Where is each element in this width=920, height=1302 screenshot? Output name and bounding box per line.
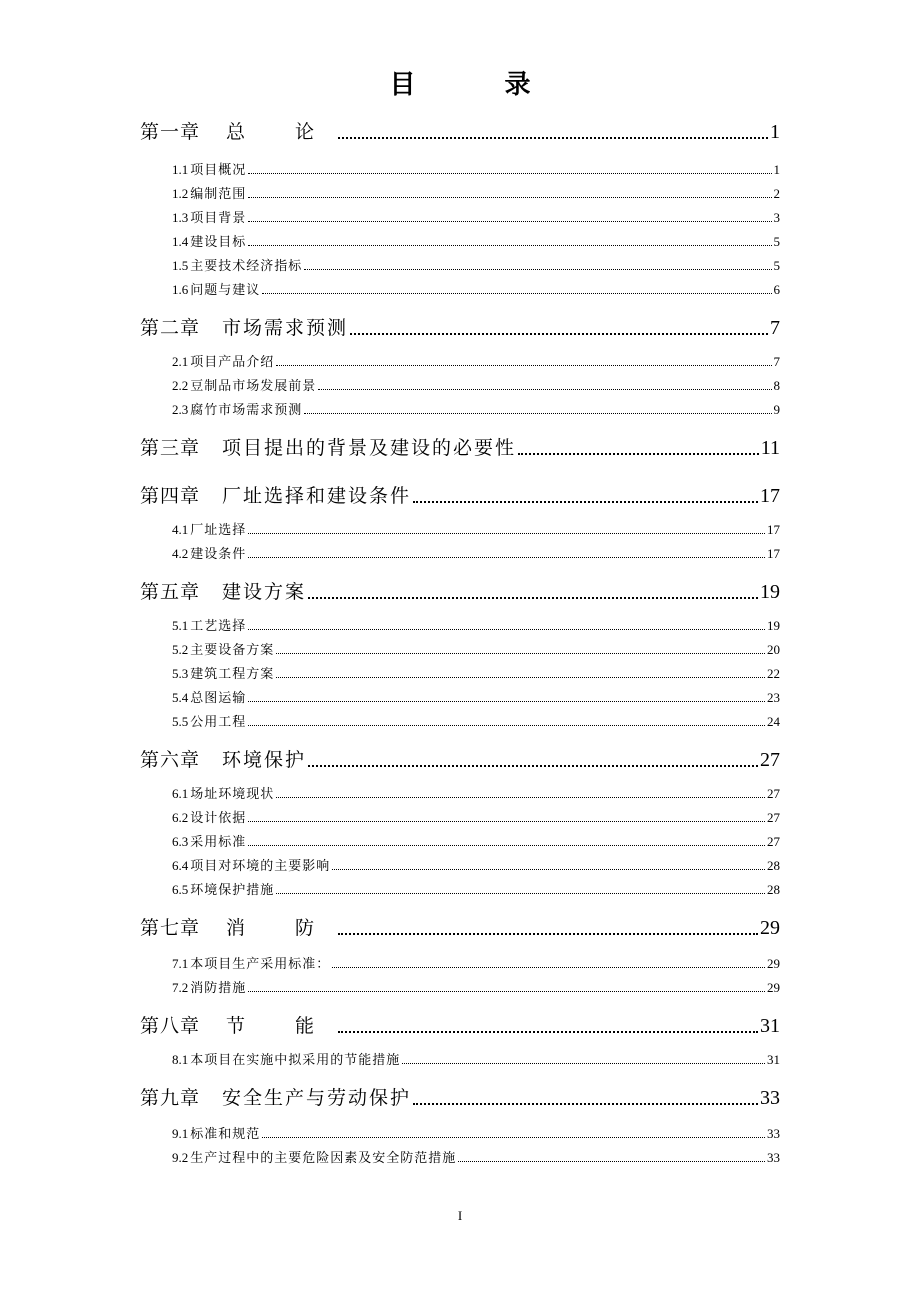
toc-entry-title: 总图运输 bbox=[190, 691, 247, 706]
toc-entry-page: 27 bbox=[767, 834, 780, 849]
toc-entry-number: 2.1 bbox=[172, 354, 189, 369]
toc-entry-number: 2.2 bbox=[172, 378, 189, 393]
toc-entry-title: 问题与建议 bbox=[190, 283, 261, 298]
toc-entry-number: 9.1 bbox=[172, 1126, 189, 1141]
toc-dot-leader bbox=[308, 597, 758, 599]
toc-entry-number: 第七章 bbox=[140, 917, 201, 939]
toc-dot-leader bbox=[338, 137, 768, 139]
toc-entry-title: 消 防 bbox=[226, 917, 337, 939]
toc-dot-leader bbox=[413, 1103, 758, 1105]
toc-entry-title: 环境保护 bbox=[222, 749, 307, 771]
toc-entry-page: 6 bbox=[773, 282, 780, 297]
toc-entry-number: 7.2 bbox=[172, 980, 189, 995]
toc-section-entry[interactable] bbox=[172, 352, 780, 370]
toc-dot-leader bbox=[248, 245, 771, 246]
toc-entry-title: 采用标准 bbox=[190, 835, 247, 850]
toc-section-entry[interactable] bbox=[172, 544, 780, 562]
toc-entry-title: 项目背景 bbox=[190, 211, 247, 226]
toc-section-entry[interactable] bbox=[172, 520, 780, 538]
toc-entry-number: 2.3 bbox=[172, 402, 189, 417]
toc-section-entry[interactable] bbox=[172, 184, 780, 202]
toc-entry-title: 项目提出的背景及建设的必要性 bbox=[222, 437, 517, 459]
toc-section-entry[interactable] bbox=[172, 1148, 780, 1166]
toc-dot-leader bbox=[276, 677, 765, 678]
toc-entry-page: 29 bbox=[767, 980, 780, 995]
toc-entry-page: 22 bbox=[767, 666, 780, 681]
toc-entry-number: 第二章 bbox=[140, 317, 201, 339]
toc-entry-number: 1.4 bbox=[172, 234, 189, 249]
toc-entry-title: 厂址选择和建设条件 bbox=[222, 485, 412, 507]
toc-entry-number: 5.2 bbox=[172, 642, 189, 657]
toc-entry-page: 1 bbox=[773, 162, 780, 177]
toc-entry-title: 项目对环境的主要影响 bbox=[190, 859, 331, 874]
toc-entry-page: 29 bbox=[760, 917, 780, 939]
toc-entry-title: 本项目生产采用标准： bbox=[190, 957, 331, 972]
toc-entry-number: 5.1 bbox=[172, 618, 189, 633]
toc-entry-title: 编制范围 bbox=[190, 187, 247, 202]
toc-entry-page: 33 bbox=[760, 1087, 780, 1109]
toc-dot-leader bbox=[248, 629, 765, 630]
toc-entry-page: 11 bbox=[760, 437, 780, 459]
toc-entry-title: 设计依据 bbox=[190, 811, 247, 826]
toc-entry-number: 6.4 bbox=[172, 858, 189, 873]
toc-entry-page: 24 bbox=[767, 714, 780, 729]
toc-entry-title: 标准和规范 bbox=[190, 1127, 261, 1142]
toc-entry-page: 27 bbox=[767, 786, 780, 801]
toc-dot-leader bbox=[276, 893, 765, 894]
toc-section-entry[interactable] bbox=[172, 954, 780, 972]
toc-entry-page: 27 bbox=[760, 749, 780, 771]
toc-section-entry[interactable] bbox=[172, 208, 780, 226]
toc-section-entry[interactable] bbox=[172, 616, 780, 634]
toc-entry-title: 建设条件 bbox=[190, 547, 247, 562]
page-number: I bbox=[457, 1208, 463, 1223]
toc-dot-leader bbox=[332, 967, 765, 968]
toc-entry-page: 28 bbox=[767, 882, 780, 897]
toc-entry-title: 主要设备方案 bbox=[190, 643, 275, 658]
toc-dot-leader bbox=[338, 933, 758, 935]
toc-entry-number: 第一章 bbox=[140, 121, 201, 143]
toc-entry-number: 4.2 bbox=[172, 546, 189, 561]
toc-dot-leader bbox=[304, 269, 771, 270]
toc-entry-title: 场址环境现状 bbox=[190, 787, 275, 802]
toc-dot-leader bbox=[318, 389, 771, 390]
toc-section-entry[interactable] bbox=[172, 688, 780, 706]
toc-section-entry[interactable] bbox=[172, 880, 780, 898]
toc-section-entry[interactable] bbox=[172, 664, 780, 682]
toc-entry-page: 5 bbox=[773, 258, 780, 273]
toc-entry-title: 市场需求预测 bbox=[222, 317, 349, 339]
toc-entry-page: 8 bbox=[773, 378, 780, 393]
toc-dot-leader bbox=[518, 453, 759, 455]
toc-dot-leader bbox=[276, 365, 771, 366]
toc-entry-title: 生产过程中的主要危险因素及安全防范措施 bbox=[190, 1151, 457, 1166]
toc-dot-leader bbox=[458, 1161, 765, 1162]
toc-entry-number: 第八章 bbox=[140, 1015, 201, 1037]
toc-chapter-entry[interactable] bbox=[140, 482, 780, 508]
toc-dot-leader bbox=[248, 557, 765, 558]
toc-entry-title: 豆制品市场发展前景 bbox=[190, 379, 317, 394]
toc-entry-title: 安全生产与劳动保护 bbox=[222, 1087, 412, 1109]
toc-entry-title: 工艺选择 bbox=[190, 619, 247, 634]
toc-section-entry[interactable] bbox=[172, 640, 780, 658]
toc-dot-leader bbox=[262, 1137, 765, 1138]
toc-entry-page: 33 bbox=[767, 1126, 780, 1141]
toc-entry-number: 5.3 bbox=[172, 666, 189, 681]
toc-dot-leader bbox=[248, 725, 765, 726]
toc-entry-page: 2 bbox=[773, 186, 780, 201]
toc-entry-page: 5 bbox=[773, 234, 780, 249]
toc-entry-title: 建设方案 bbox=[222, 581, 307, 603]
toc-entry-title: 消防措施 bbox=[190, 981, 247, 996]
toc-entry-title: 腐竹市场需求预测 bbox=[190, 403, 303, 418]
toc-entry-number: 第三章 bbox=[140, 437, 201, 459]
toc-entry-number: 1.2 bbox=[172, 186, 189, 201]
toc-entry-number: 1.6 bbox=[172, 282, 189, 297]
toc-entry-page: 17 bbox=[767, 546, 780, 561]
toc-entry-title: 公用工程 bbox=[190, 715, 247, 730]
toc-dot-leader bbox=[248, 845, 765, 846]
toc-section-entry[interactable] bbox=[172, 832, 780, 850]
toc-entry-page: 17 bbox=[760, 485, 780, 507]
toc-entry-page: 19 bbox=[760, 581, 780, 603]
toc-section-entry[interactable] bbox=[172, 400, 780, 418]
toc-section-entry[interactable] bbox=[172, 712, 780, 730]
toc-dot-leader bbox=[276, 653, 765, 654]
toc-entry-page: 19 bbox=[767, 618, 780, 633]
toc-chapter-entry[interactable] bbox=[140, 578, 780, 604]
toc-section-entry[interactable] bbox=[172, 232, 780, 250]
toc-dot-leader bbox=[402, 1063, 765, 1064]
toc-entry-page: 7 bbox=[770, 317, 780, 339]
toc-dot-leader bbox=[248, 533, 765, 534]
toc-entry-number: 第五章 bbox=[140, 581, 201, 603]
toc-entry-number: 6.2 bbox=[172, 810, 189, 825]
toc-dot-leader bbox=[413, 501, 758, 503]
toc-entry-page: 27 bbox=[767, 810, 780, 825]
toc-dot-leader bbox=[248, 821, 765, 822]
toc-dot-leader bbox=[248, 173, 771, 174]
toc-dot-leader bbox=[248, 991, 765, 992]
toc-entry-title: 环境保护措施 bbox=[190, 883, 275, 898]
toc-entry-number: 5.5 bbox=[172, 714, 189, 729]
toc-entry-page: 33 bbox=[767, 1150, 780, 1165]
toc-chapter-entry[interactable] bbox=[140, 314, 780, 340]
toc-entry-title: 主要技术经济指标 bbox=[190, 259, 303, 274]
toc-chapter-entry[interactable] bbox=[140, 118, 780, 144]
toc-entry-number: 1.5 bbox=[172, 258, 189, 273]
toc-entry-page: 20 bbox=[767, 642, 780, 657]
toc-entry-number: 7.1 bbox=[172, 956, 189, 971]
toc-chapter-entry[interactable] bbox=[140, 746, 780, 772]
toc-section-entry[interactable] bbox=[172, 160, 780, 178]
toc-entry-title: 建设目标 bbox=[190, 235, 247, 250]
toc-section-entry[interactable] bbox=[172, 856, 780, 874]
toc-entry-page: 9 bbox=[773, 402, 780, 417]
toc-entry-number: 6.1 bbox=[172, 786, 189, 801]
toc-entry-number: 第四章 bbox=[140, 485, 201, 507]
toc-chapter-entry[interactable] bbox=[140, 434, 780, 460]
toc-dot-leader bbox=[350, 333, 768, 335]
toc-section-entry[interactable] bbox=[172, 1124, 780, 1142]
toc-dot-leader bbox=[262, 293, 771, 294]
toc-entry-page: 31 bbox=[767, 1052, 780, 1067]
toc-entry-page: 3 bbox=[773, 210, 780, 225]
toc-entry-title: 建筑工程方案 bbox=[190, 667, 275, 682]
toc-dot-leader bbox=[248, 197, 771, 198]
toc-section-entry[interactable] bbox=[172, 256, 780, 274]
toc-section-entry[interactable] bbox=[172, 1050, 780, 1068]
toc-dot-leader bbox=[276, 797, 765, 798]
toc-chapter-entry[interactable] bbox=[140, 914, 780, 940]
toc-entry-page: 31 bbox=[760, 1015, 780, 1037]
toc-entry-page: 17 bbox=[767, 522, 780, 537]
toc-dot-leader bbox=[248, 221, 771, 222]
toc-dot-leader bbox=[248, 701, 765, 702]
toc-entry-number: 5.4 bbox=[172, 690, 189, 705]
toc-entry-title: 项目概况 bbox=[190, 163, 247, 178]
toc-entry-number: 第六章 bbox=[140, 749, 201, 771]
toc-entry-title: 本项目在实施中拟采用的节能措施 bbox=[190, 1053, 401, 1068]
toc-entry-number: 9.2 bbox=[172, 1150, 189, 1165]
toc-entry-title: 项目产品介绍 bbox=[190, 355, 275, 370]
toc-dot-leader bbox=[338, 1031, 758, 1033]
toc-chapter-entry[interactable] bbox=[140, 1012, 780, 1038]
toc-entry-page: 23 bbox=[767, 690, 780, 705]
toc-entry-page: 7 bbox=[773, 354, 780, 369]
toc-entry-title: 厂址选择 bbox=[190, 523, 247, 538]
toc-entry-page: 1 bbox=[770, 121, 780, 143]
page-title: 目 录 bbox=[389, 70, 571, 100]
toc-entry-title: 总 论 bbox=[226, 121, 337, 143]
toc-entry-page: 29 bbox=[767, 956, 780, 971]
toc-section-entry[interactable] bbox=[172, 784, 780, 802]
toc-section-entry[interactable] bbox=[172, 280, 780, 298]
toc-entry-number: 6.5 bbox=[172, 882, 189, 897]
toc-dot-leader bbox=[304, 413, 771, 414]
toc-dot-leader bbox=[332, 869, 765, 870]
toc-section-entry[interactable] bbox=[172, 808, 780, 826]
toc-entry-number: 4.1 bbox=[172, 522, 189, 537]
toc-entry-number: 8.1 bbox=[172, 1052, 189, 1067]
toc-entry-number: 6.3 bbox=[172, 834, 189, 849]
toc-dot-leader bbox=[308, 765, 758, 767]
toc-entry-number: 1.3 bbox=[172, 210, 189, 225]
toc-entry-title: 节 能 bbox=[226, 1015, 337, 1037]
toc-chapter-entry[interactable] bbox=[140, 1084, 780, 1110]
toc-section-entry[interactable] bbox=[172, 376, 780, 394]
toc-entry-number: 1.1 bbox=[172, 162, 189, 177]
toc-section-entry[interactable] bbox=[172, 978, 780, 996]
toc-entry-number: 第九章 bbox=[140, 1087, 201, 1109]
toc-entry-page: 28 bbox=[767, 858, 780, 873]
